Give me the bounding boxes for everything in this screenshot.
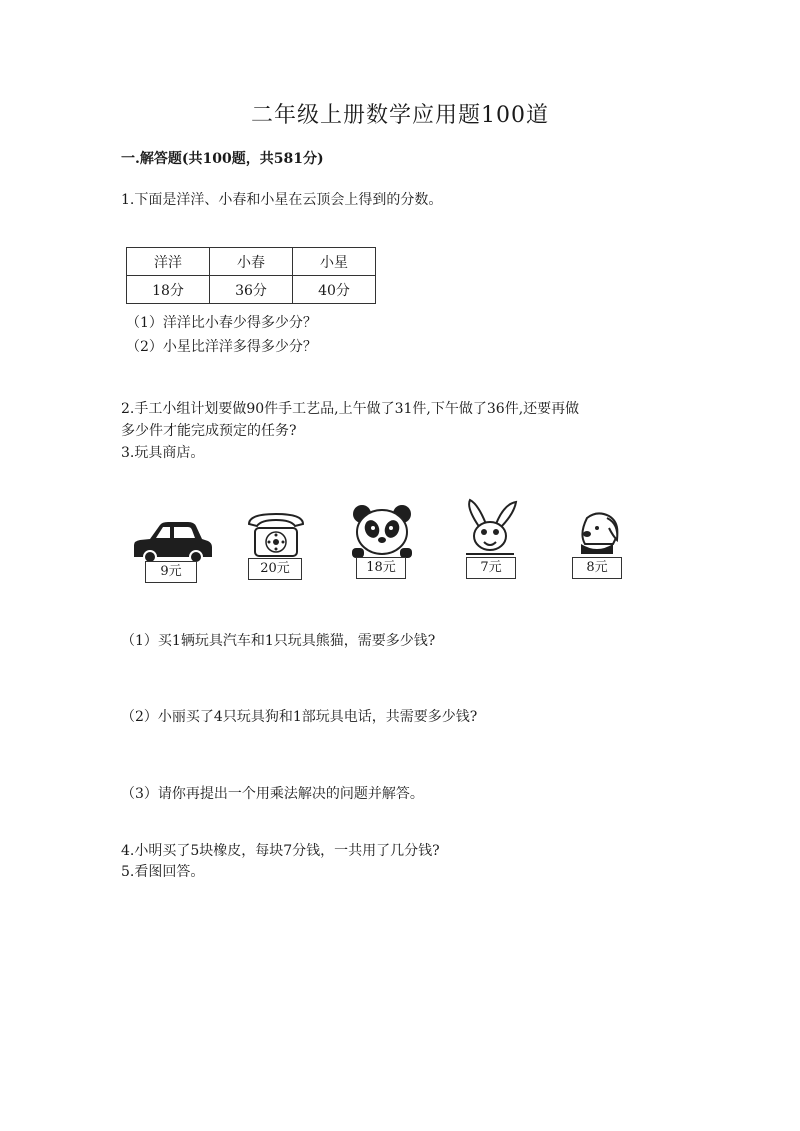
question-3-sub-1: （1）买1辆玩具汽车和1只玩具熊猫，需要多少钱? bbox=[121, 633, 436, 649]
price-tag-telephone: 20元 bbox=[248, 558, 302, 580]
toy-rabbit-icon bbox=[460, 498, 520, 558]
question-3-sub-3: （3）请你再提出一个用乘法解决的问题并解答。 bbox=[121, 786, 424, 802]
question-1-sub-2: （2）小星比洋洋多得多少分？ bbox=[126, 339, 317, 355]
table-cell: 小春 bbox=[210, 248, 293, 276]
price-tag-car: 9元 bbox=[145, 561, 197, 583]
question-1-text: 1.下面是洋洋、小春和小星在云顶会上得到的分数。 bbox=[121, 192, 443, 208]
price-tag-panda: 18元 bbox=[356, 557, 406, 579]
question-4-text: 4.小明买了5块橡皮，每块7分钱，一共用了几分钱? bbox=[121, 843, 440, 859]
table-cell: 40分 bbox=[293, 276, 376, 304]
section-heading: 一.解答题(共100题，共581分) bbox=[121, 151, 324, 167]
question-3-text: 3.玩具商店。 bbox=[121, 445, 205, 461]
table-cell: 洋洋 bbox=[127, 248, 210, 276]
score-table bbox=[126, 247, 376, 304]
price-tag-dog: 8元 bbox=[572, 557, 622, 579]
table-row bbox=[127, 248, 376, 276]
question-2-line-1: 2.手工小组计划要做90件手工艺品,上午做了31件,下午做了36件,还要再做 bbox=[121, 401, 580, 417]
toy-dog-icon bbox=[573, 510, 623, 560]
table-row bbox=[127, 276, 376, 304]
table-cell: 18分 bbox=[127, 276, 210, 304]
toy-telephone-icon bbox=[243, 510, 309, 560]
question-3-sub-2: （2）小丽买了4只玩具狗和1部玩具电话，共需要多少钱? bbox=[121, 709, 478, 725]
price-tag-rabbit: 7元 bbox=[466, 557, 516, 579]
question-1-sub-1: （1）洋洋比小春少得多少分？ bbox=[126, 315, 317, 331]
toy-car-icon bbox=[130, 515, 214, 563]
toy-panda-icon bbox=[350, 504, 414, 560]
page-title: 二年级上册数学应用题100道 bbox=[251, 103, 549, 128]
question-2-line-2: 多少件才能完成预定的任务? bbox=[121, 423, 297, 439]
table-cell: 36分 bbox=[210, 276, 293, 304]
question-5-text: 5.看图回答。 bbox=[121, 864, 205, 880]
table-cell: 小星 bbox=[293, 248, 376, 276]
